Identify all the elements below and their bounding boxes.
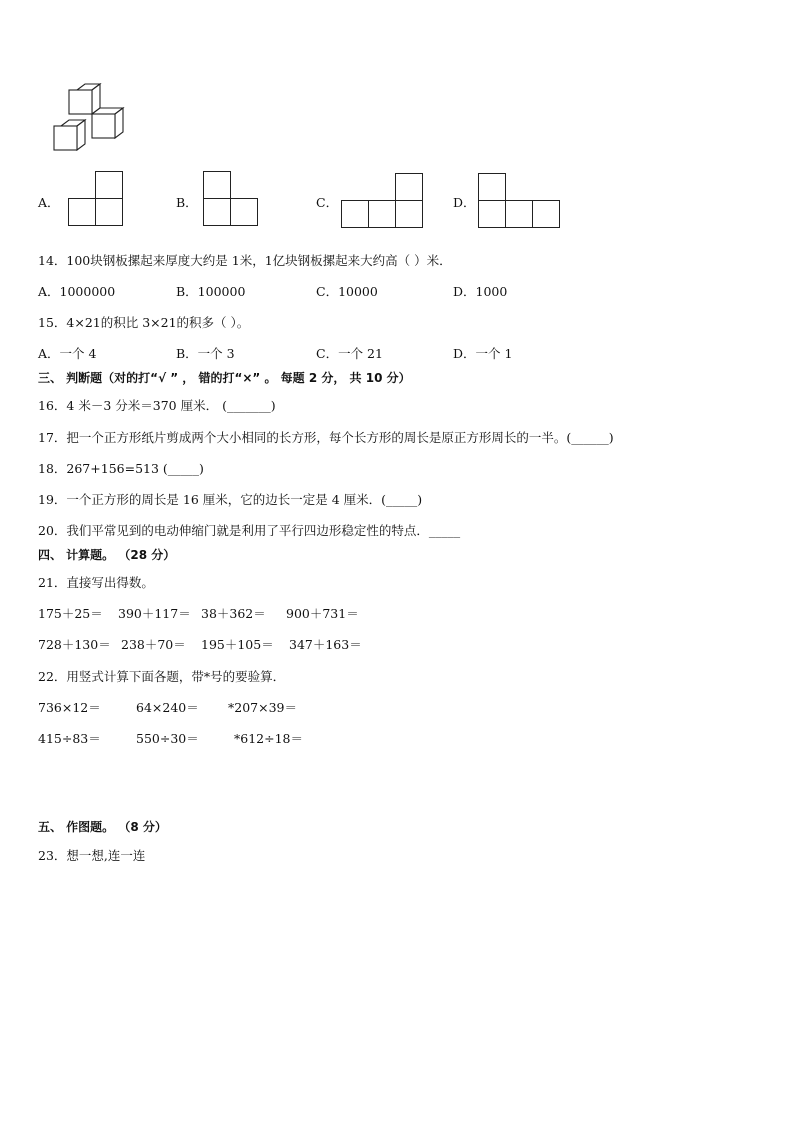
q15-option-a: A．一个 4 xyxy=(38,346,97,361)
q21-expr: 728＋130＝ xyxy=(38,637,111,652)
q15-stem: 15．4×21的积比 3×21的积多（ ）。 xyxy=(38,315,250,330)
q13-option-a-figure xyxy=(68,171,124,227)
q13-option-b-figure xyxy=(203,171,259,227)
q15-option-d: D．一个 1 xyxy=(453,346,513,361)
q21-expr: 38＋362＝ xyxy=(201,606,266,621)
q17: 17．把一个正方形纸片剪成两个大小相同的长方形，每个长方形的周长是原正方形周长的一半。(______) xyxy=(38,430,614,445)
q14-stem: 14．100块钢板摞起来厚度大约是 1米，1亿块钢板摞起来大约高（ ）米． xyxy=(38,253,452,268)
q13-option-d-figure xyxy=(478,173,562,229)
q14-option-c: C．10000 xyxy=(316,284,378,299)
q22-expr: 415÷83＝ xyxy=(38,731,101,746)
q13-option-c-figure xyxy=(341,173,425,229)
q16: 16．4 米－3 分米＝370 厘米． (_______) xyxy=(38,398,276,413)
q22-expr: *612÷18＝ xyxy=(234,731,303,746)
q20: 20．我们平常见到的电动伸缩门就是利用了平行四边形稳定性的特点．_____ xyxy=(38,523,461,538)
q18: 18．267+156=513 (_____) xyxy=(38,461,204,476)
q19: 19．一个正方形的周长是 16 厘米，它的边长一定是 4 厘米．(_____) xyxy=(38,492,423,507)
cube-stack-figure xyxy=(50,82,130,158)
q22-expr: 550÷30＝ xyxy=(136,731,199,746)
q13-option-a-label: A． xyxy=(38,195,60,210)
q15-option-c: C．一个 21 xyxy=(316,346,383,361)
q14-option-a: A．1000000 xyxy=(38,284,116,299)
q13-option-d-label: D． xyxy=(453,195,476,210)
q21-expr: 347＋163＝ xyxy=(289,637,362,652)
q21-stem: 21．直接写出得数。 xyxy=(38,575,154,590)
q21-expr: 175＋25＝ xyxy=(38,606,103,621)
q13-option-b-label: B． xyxy=(176,195,198,210)
q14-option-b: B．100000 xyxy=(176,284,246,299)
q21-expr: 390＋117＝ xyxy=(118,606,191,621)
section4-title: 四、 计算题。 （28 分） xyxy=(38,548,176,562)
q21-expr: 900＋731＝ xyxy=(286,606,359,621)
q21-expr: 195＋105＝ xyxy=(201,637,274,652)
q22-stem: 22．用竖式计算下面各题，带*号的要验算． xyxy=(38,669,286,684)
section3-title: 三、 判断题（对的打“√ ” ， 错的打“×” 。 每题 2 分， 共 10 分） xyxy=(38,371,411,385)
section5-title: 五、 作图题。 （8 分） xyxy=(38,820,167,834)
q22-expr: *207×39＝ xyxy=(228,700,297,715)
q22-expr: 64×240＝ xyxy=(136,700,199,715)
q22-expr: 736×12＝ xyxy=(38,700,101,715)
q23-stem: 23．想一想,连一连 xyxy=(38,848,146,863)
q14-option-d: D．1000 xyxy=(453,284,508,299)
q13-option-c-label: C． xyxy=(316,195,339,210)
q21-expr: 238＋70＝ xyxy=(121,637,186,652)
q15-option-b: B．一个 3 xyxy=(176,346,235,361)
